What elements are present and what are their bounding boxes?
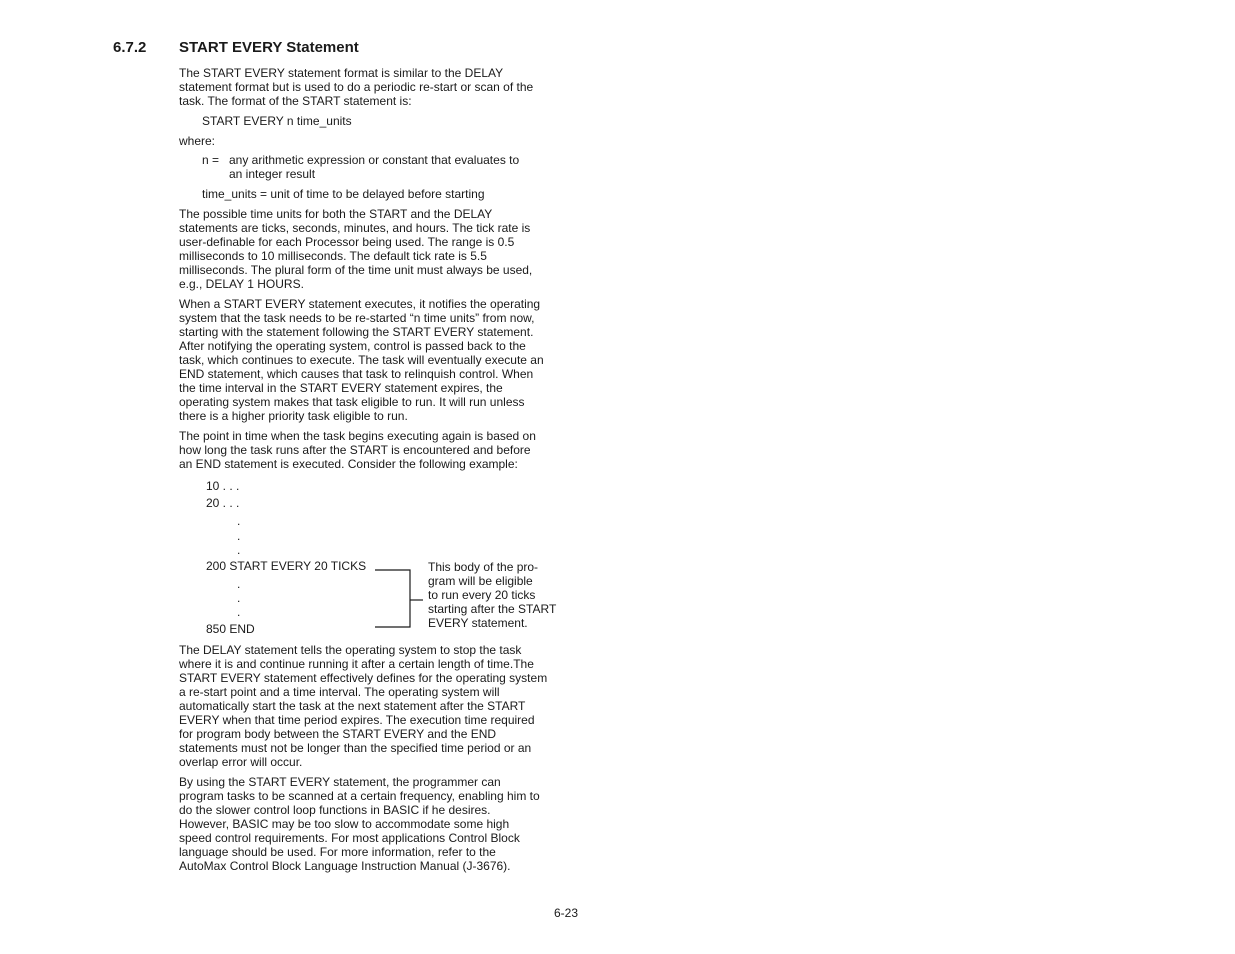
delay-paragraph: The DELAY statement tells the operating system to stop the task where it is and continue running it after a certain length of time.The START EVERY statement effectively defines for the operating system a re-start point and a time interval. The operating system will automatically start the task at the next statement after the START EVERY when that time period expires. The execution time required for program body between the START EVERY and the END statements must not be longer than the specified time period or an overlap error will occur. [179,643,548,769]
example-ellipsis-dot: . [237,543,241,557]
definition-term-n: n = [202,153,220,167]
example-ellipsis-dot: . [237,529,241,543]
time-units-paragraph: The possible time units for both the START and the DELAY statements are ticks, seconds, minutes, and hours. The tick rate is user-definable for each Processor being used. The range is 0.5 milliseconds to 10 milliseconds. The default tick rate is 5.5 milliseconds. The plural form of the time unit must always be used, e.g., DELAY 1 HOURS. [179,207,533,291]
definition-term-time-units [202,187,485,201]
example-ellipsis-dot: . [237,577,241,591]
program-body-bracket [370,560,426,632]
example-line-20: 20 . . . [206,496,240,510]
example-line-850: 850 END [206,622,255,636]
definition-text-n: any arithmetic expression or constant that evaluates to an integer result [229,153,520,181]
page-number: 6-23 [554,906,579,920]
section-title: START EVERY Statement [179,39,359,56]
example-ellipsis-dot: . [237,605,241,619]
where-label: where: [179,134,216,148]
example-ellipsis-dot: . [237,591,241,605]
example-line-10: 10 . . . [206,479,240,493]
basic-paragraph: By using the START EVERY statement, the programmer can program tasks to be scanned at a certain frequency, enabling him to do the slower control loop functions in BASIC if he desires. However, BASIC may be too slow to accommodate some high speed control requirements. For most applications Control Block language should be used. For more information, refer to the AutoMax Control Block Language Instruction Manual (J-3676). [179,775,540,873]
definition-term-time-units-label: time_units = [202,187,268,201]
example-line-200: 200 START EVERY 20 TICKS [206,559,367,573]
definition-text-time-units: unit of time to be delayed before starting [270,187,485,201]
section-number: 6.7.2 [113,39,147,56]
example-ellipsis-dot: . [237,514,241,528]
syntax-line: START EVERY n time_units [202,114,352,128]
point-in-time-paragraph: The point in time when the task begins executing again is based on how long the task runs after the START is encountered and before an END statement is executed. Consider the following example: [179,429,536,471]
execution-paragraph: When a START EVERY statement executes, it notifies the operating system that the task needs to be re-started “n time units” from now, starting with the statement following the START EVERY statement. After notifying the operating system, control is passed back to the task, which continues to execute. The task will eventually execute an END statement, which causes that task to relinquish control. When the time interval in the START EVERY statement expires, the operating system makes that task eligible to run. It will run unless there is a higher priority task eligible to run. [179,297,544,423]
intro-paragraph: The START EVERY statement format is similar to the DELAY statement format but is used to do a periodic re-start or scan of the task. The format of the START statement is: [179,66,534,108]
example-annotation: This body of the pro- gram will be eligible to run every 20 ticks starting after the START EVERY statement. [428,560,557,630]
